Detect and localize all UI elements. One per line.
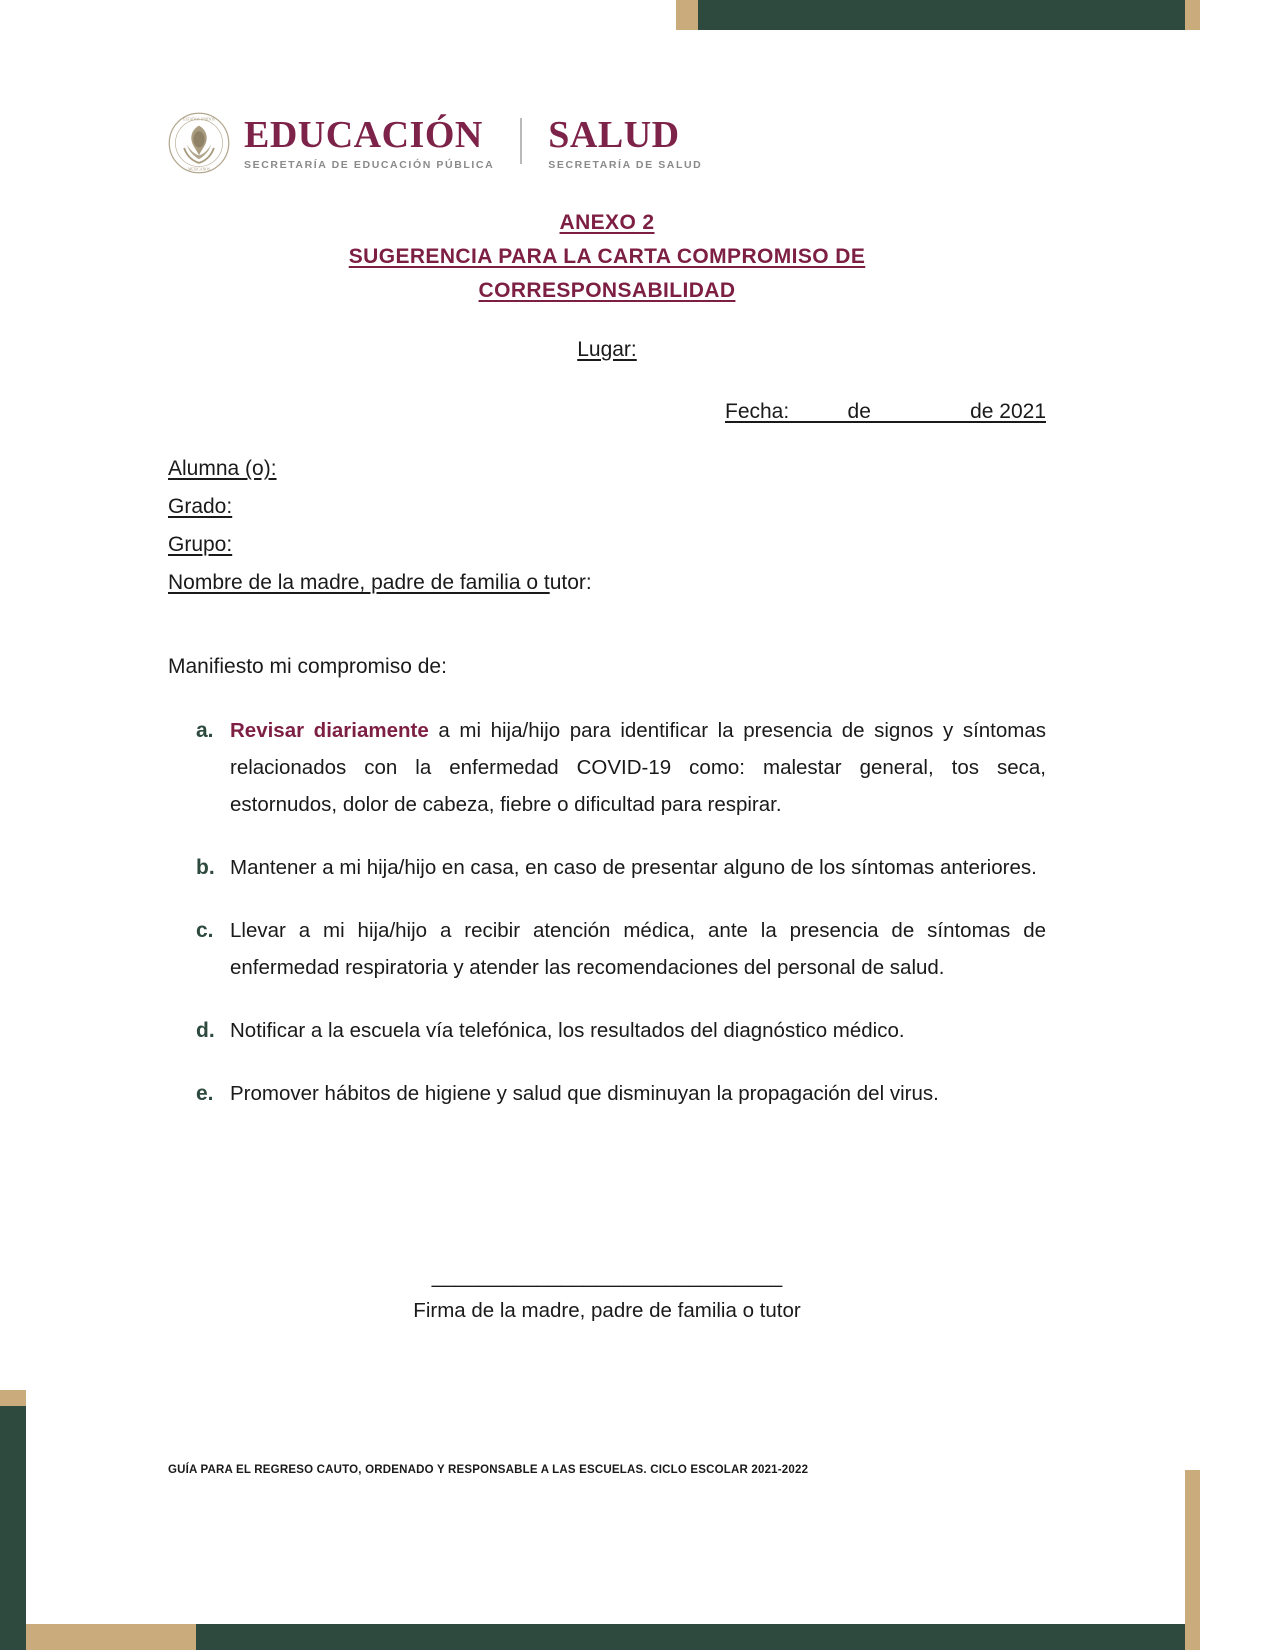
field-grado-label: Grado:: [168, 495, 233, 518]
field-tutor-label: Nombre de la madre, padre de familia o t: [168, 571, 550, 594]
education-subtitle: SECRETARÍA DE EDUCACIÓN PÚBLICA: [244, 158, 495, 171]
title-annex-number: ANEXO 2: [559, 211, 655, 234]
field-grupo-label: Grupo:: [168, 533, 233, 556]
title-main-part2: CORRESPONSABILIDAD: [478, 279, 736, 302]
list-marker: a.: [196, 719, 214, 742]
education-title: EDUCACIÓN: [244, 113, 483, 156]
title-line-2: [168, 240, 1046, 274]
mexico-national-emblem-icon: [168, 112, 230, 174]
list-item-body: Llevar a mi hija/hijo a recibir atención médica, ante la presencia de síntomas de enfermedad respiratoria y atender las recomendaciones del personal de salud.: [230, 919, 1046, 979]
health-brand: [548, 113, 703, 171]
right-margin: [1200, 0, 1275, 1650]
field-tutor[interactable]: [168, 564, 1046, 602]
intro-text: Manifiesto mi compromiso de:: [168, 655, 447, 678]
document-title: [168, 206, 1046, 308]
field-tutor-tail: utor:: [549, 571, 592, 594]
list-marker: e.: [196, 1082, 214, 1105]
health-subtitle: SECRETARÍA DE SALUD: [548, 158, 703, 171]
field-grado[interactable]: [168, 488, 1046, 526]
fecha-label: Fecha: de de 2021: [725, 400, 1046, 423]
lugar-field[interactable]: [168, 338, 1046, 362]
field-grupo[interactable]: [168, 526, 1046, 564]
list-item-lead: Revisar diariamente: [230, 719, 429, 742]
brand-divider: [520, 118, 522, 165]
list-item-text: [230, 912, 1046, 986]
list-item-text: [230, 712, 1046, 823]
list-item: [196, 912, 1046, 986]
title-line-1: [168, 206, 1046, 240]
list-item-body: Notificar a la escuela vía telefónica, los resultados del diagnóstico médico.: [230, 1019, 905, 1042]
list-item-text: [230, 849, 1046, 886]
svg-text:MEXICANOS: MEXICANOS: [187, 167, 211, 172]
logo-header: [168, 108, 702, 178]
lugar-label: Lugar:: [577, 338, 637, 361]
list-item-text: [230, 1075, 1046, 1112]
list-item: [196, 849, 1046, 886]
signature-caption: Firma de la madre, padre de familia o tutor: [413, 1299, 801, 1322]
education-brand: [244, 113, 495, 171]
list-item-body: Mantener a mi hija/hijo en casa, en caso de presentar alguno de los síntomas anteriores.: [230, 856, 1037, 879]
list-item: [196, 1075, 1046, 1112]
list-item-body: Promover hábitos de higiene y salud que disminuyan la propagación del virus.: [230, 1082, 939, 1105]
commitments-list: [196, 712, 1046, 1138]
title-main-part1: SUGERENCIA PARA LA CARTA COMPROMISO DE: [348, 245, 866, 268]
field-alumna[interactable]: [168, 450, 1046, 488]
signature-block: [168, 1262, 1046, 1328]
student-fields: [168, 450, 1046, 602]
list-marker: c.: [196, 919, 214, 942]
signature-line[interactable]: ______________________________: [431, 1265, 783, 1288]
field-alumna-label: Alumna (o):: [168, 457, 277, 480]
list-marker: d.: [196, 1019, 215, 1042]
list-item: [196, 712, 1046, 823]
health-title: SALUD: [548, 113, 680, 156]
list-marker: b.: [196, 856, 215, 879]
list-item-body: a mi hija/hijo para identificar la presencia de signos y síntomas relacionados con la enfermedad COVID-19 como: malestar general, tos seca, estornudos, dolor de cabeza, fiebre o dificultad para respirar.: [230, 719, 1046, 816]
list-item: [196, 1012, 1046, 1049]
title-line-3: [168, 274, 1046, 308]
list-item-text: [230, 1012, 1046, 1049]
fecha-field[interactable]: [168, 400, 1046, 424]
svg-text:ESTADOS UNIDOS: ESTADOS UNIDOS: [183, 117, 215, 122]
page-footer: GUÍA PARA EL REGRESO CAUTO, ORDENADO Y RESPONSABLE A LAS ESCUELAS. CICLO ESCOLAR 2021-2022: [168, 1464, 809, 1476]
